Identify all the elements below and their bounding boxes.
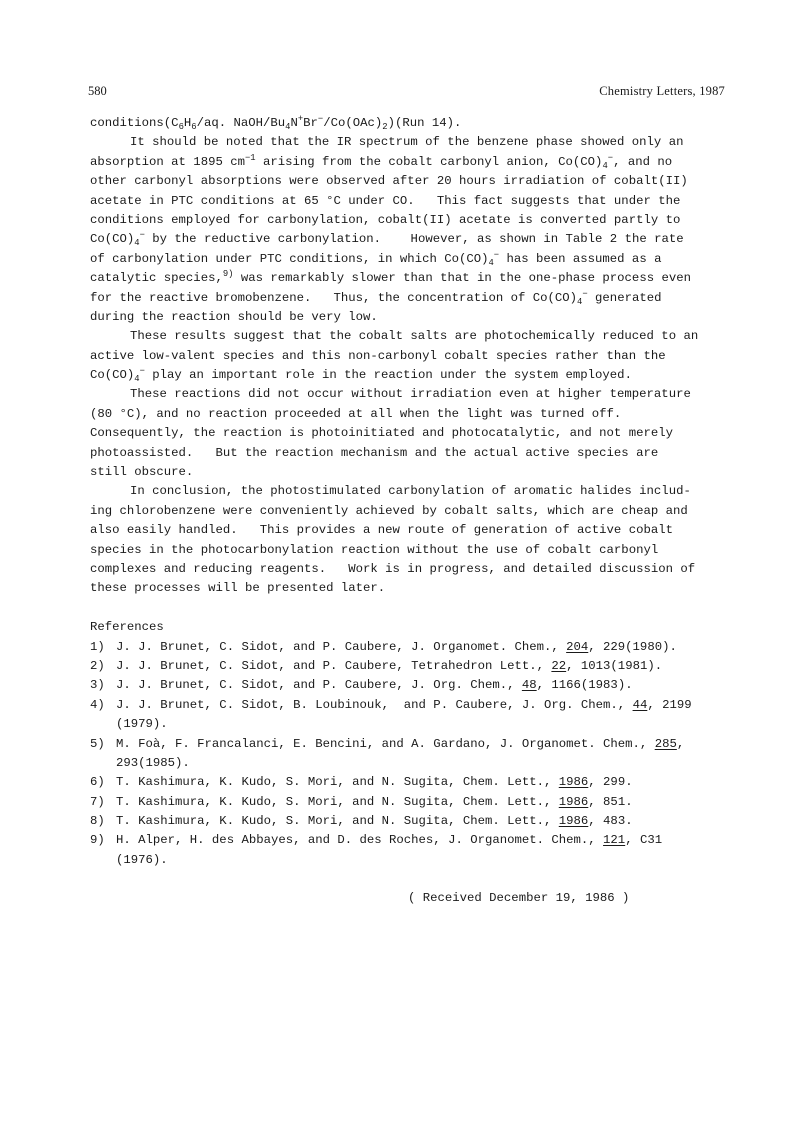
text-line: In conclusion, the photostimulated carbonylation of aromatic halides includ- (130, 484, 691, 499)
text-line: $Co(CO)_4^-$ by the reductive carbonylation. However, as shown in Table 2 the rate (90, 230, 684, 249)
text-line: of carbonylation under PTC conditions, in which $Co(CO)_4^-$ has been assumed as a (90, 249, 662, 268)
text-line: complexes and reducing reagents. Work is in progress, and detailed discussion of (90, 561, 696, 576)
text-line: also easily handled. This provides a new route of generation of active cobalt (90, 523, 673, 538)
reference-item: 1) J. J. Brunet, C. Sidot, and P. Caubere, J. Organomet. Chem., 204, 229(1980). (90, 639, 677, 654)
page-header (88, 84, 725, 100)
page-number: 580 (88, 84, 107, 98)
text-line: These results suggest that the cobalt salts are photochemically reduced to an (130, 329, 699, 344)
text-line: conditions employed for carbonylation, cobalt(II) acetate is converted partly to (90, 212, 681, 227)
text-line: these processes will be presented later. (90, 581, 386, 596)
reference-item: 6) T. Kashimura, K. Kudo, S. Mori, and N. Sugita, Chem. Lett., 1986, 299. (90, 775, 633, 790)
text-line: Consequently, the reaction is photoinitiated and photocatalytic, and not merely (90, 426, 673, 441)
text-line: for the reactive bromobenzene. Thus, the concentration of $Co(CO)_4^-$ generated (90, 288, 662, 307)
text-line: species in the photocarbonylation reaction without the use of cobalt carbonyl (90, 542, 659, 557)
article-body (90, 114, 726, 870)
text-line: during the reaction should be very low. (90, 309, 378, 324)
text-line: (80 °C), and no reaction proceeded at all when the light was turned off. (90, 406, 622, 421)
citation-marker: 9) (222, 269, 234, 280)
text-line: still obscure. (90, 465, 194, 480)
text-line: catalytic species,$^{9)}$ was remarkably slower than that in the one-phase process even (90, 269, 691, 286)
text-line: ing chlorobenzene were conveniently achieved by cobalt salts, which are cheap and (90, 503, 688, 518)
text-line: active low-valent species and this non-carbonyl cobalt species rather than the (90, 348, 666, 363)
text-line: photoassisted. But the reaction mechanism and the actual active species are (90, 445, 659, 460)
text-line: other carbonyl absorptions were observed after 20 hours irradiation of cobalt(II) (90, 174, 688, 189)
reference-item: 7) T. Kashimura, K. Kudo, S. Mori, and N. Sugita, Chem. Lett., 1986, 851. (90, 794, 633, 809)
text-line: These reactions did not occur without irradiation even at higher temperature (130, 387, 691, 402)
text-line: acetate in PTC conditions at 65 °C under CO. This fact suggests that under the (90, 193, 681, 208)
reference-item: 9) H. Alper, H. des Abbayes, and D. des Roches, J. Organomet. Chem., 121, C31 (1976). (90, 833, 663, 867)
reference-item: 5) M. Foà, F. Francalanci, E. Bencini, and A. Gardano, J. Organomet. Chem., 285, 293(1985). (90, 736, 685, 770)
text-line: absorption at 1895 $cm^{-1}$ arising from the cobalt carbonyl anion, $Co(CO)_4^-$, and no (90, 152, 673, 171)
references-heading: References (90, 620, 164, 635)
received-date: ( Received December 19, 1986 ) (408, 891, 630, 905)
reference-item: 4) J. J. Brunet, C. Sidot, B. Loubinouk, and P. Caubere, J. Org. Chem., 44, 2199 (1979). (90, 697, 692, 732)
text-line: $conditions(C_6H_6/aq$. NaOH/$Bu_4N^+Br^-/Co(OAc)_2)(Run$ 14). (90, 114, 462, 133)
text-line: It should be noted that the IR spectrum of the benzene phase showed only an (130, 135, 684, 150)
reference-item: 3) J. J. Brunet, C. Sidot, and P. Caubere, J. Org. Chem., 48, 1166(1983). (90, 678, 633, 693)
reference-item: 8) T. Kashimura, K. Kudo, S. Mori, and N. Sugita, Chem. Lett., 1986, 483. (90, 814, 633, 829)
journal-title: Chemistry Letters, 1987 (599, 84, 725, 98)
reference-list (90, 638, 726, 871)
text-line: $Co(CO)_4^-$ play an important role in the reaction under the system employed. (90, 366, 632, 385)
reference-item: 2) J. J. Brunet, C. Sidot, and P. Caubere, Tetrahedron Lett., 22, 1013(1981). (90, 658, 663, 673)
